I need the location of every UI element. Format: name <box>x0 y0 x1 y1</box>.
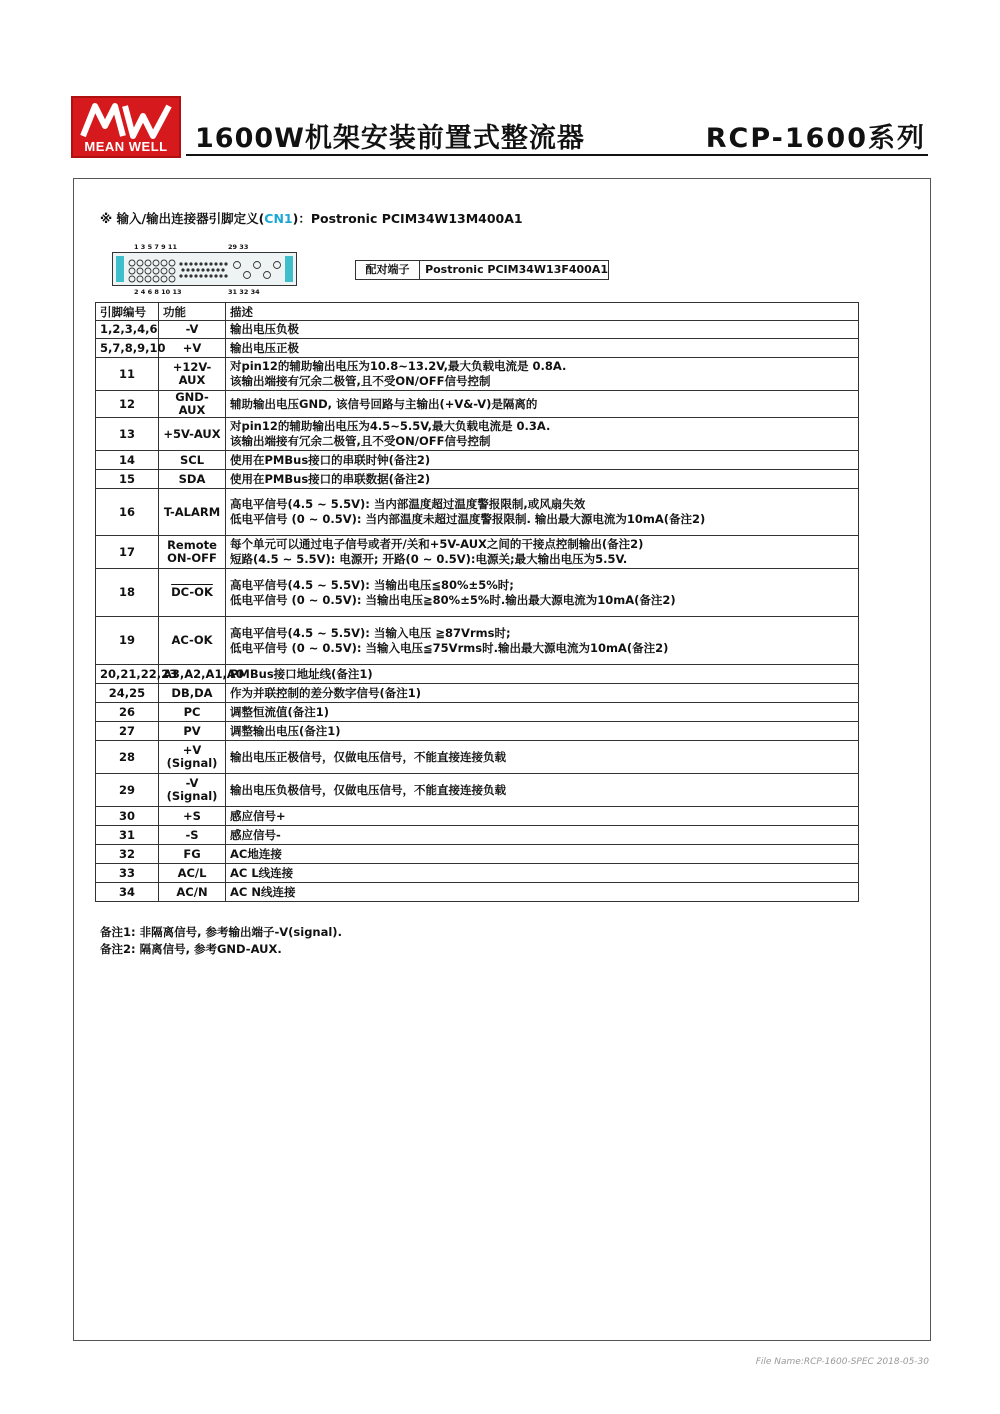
pin-cell: 24,25 <box>96 684 159 703</box>
function-cell: AC/L <box>159 864 226 883</box>
pin-cell: 33 <box>96 864 159 883</box>
table-row <box>96 339 859 358</box>
mating-connector-value: Postronic PCIM34W13F400A1 <box>425 263 608 276</box>
description-cell: 高电平信号(4.5 ~ 5.5V): 当输出电压≦80%±5%时; 低电平信号 (0 ~ 0.5V): 当输出电压≧80%±5%时.输出最大源电流为10mA(备注2) <box>226 569 859 617</box>
function-cell: -V <box>159 321 226 339</box>
pin-cell: 5,7,8,9,10 <box>96 339 159 358</box>
section-heading-prefix: ※ 输入/输出连接器引脚定义( <box>100 211 265 226</box>
table-row <box>96 722 859 741</box>
pin-cell: 29 <box>96 774 159 807</box>
description-cell: 感应信号+ <box>226 807 859 826</box>
function-cell: DB,DA <box>159 684 226 703</box>
function-cell: +5V-AUX <box>159 418 226 451</box>
notes <box>100 924 342 958</box>
section-heading-suffix: )：Postronic PCIM34W13M400A1 <box>292 211 523 226</box>
description-cell: AC L线连接 <box>226 864 859 883</box>
description-cell: 每个单元可以通过电子信号或者开/关和+5V-AUX之间的干接点控制输出(备注2) 短路(4.5 ~ 5.5V): 电源开; 开路(0 ~ 0.5V):电源关;最大输出电压为5.5V. <box>226 536 859 569</box>
pin-cell: 11 <box>96 358 159 391</box>
pin-cell: 20,21,22,23 <box>96 665 159 684</box>
function-cell: AC/N <box>159 883 226 902</box>
table-row <box>96 470 859 489</box>
description-cell: AC地连接 <box>226 845 859 864</box>
function-cell: DC-OK <box>159 569 226 617</box>
description-cell: 使用在PMBus接口的串联数据(备注2) <box>226 470 859 489</box>
function-cell: Remote ON-OFF <box>159 536 226 569</box>
pin-cell: 34 <box>96 883 159 902</box>
table-row <box>96 358 859 391</box>
connector-diagram <box>112 252 297 286</box>
pin-cell: 27 <box>96 722 159 741</box>
connector-pins-icon <box>113 253 298 287</box>
connector-bottom-pin-labels-left: 2 4 6 8 10 13 <box>134 288 182 296</box>
description-cell: 输出电压正极 <box>226 339 859 358</box>
header-pin: 引脚编号 <box>96 303 159 321</box>
function-cell: SDA <box>159 470 226 489</box>
table-row <box>96 774 859 807</box>
table-row <box>96 864 859 883</box>
cn1-label: CN1 <box>264 211 293 226</box>
table-row <box>96 741 859 774</box>
description-cell: 调整恒流值(备注1) <box>226 703 859 722</box>
pin-cell: 14 <box>96 451 159 470</box>
function-cell: +S <box>159 807 226 826</box>
description-cell: 辅助输出电压GND, 该信号回路与主输出(+V&-V)是隔离的 <box>226 391 859 418</box>
pin-cell: 26 <box>96 703 159 722</box>
function-cell: -S <box>159 826 226 845</box>
function-cell: SCL <box>159 451 226 470</box>
pin-table-body <box>96 321 859 902</box>
pin-cell: 17 <box>96 536 159 569</box>
table-row <box>96 807 859 826</box>
description-cell: 调整输出电压(备注1) <box>226 722 859 741</box>
pin-cell: 16 <box>96 489 159 536</box>
logo-brand-text: MEAN WELL <box>84 139 168 154</box>
connector-bottom-pin-labels-right: 31 32 34 <box>228 288 260 296</box>
pin-cell: 12 <box>96 391 159 418</box>
pin-cell: 18 <box>96 569 159 617</box>
function-cell: GND-AUX <box>159 391 226 418</box>
table-row <box>96 703 859 722</box>
header-rule <box>186 154 928 156</box>
description-cell: 感应信号- <box>226 826 859 845</box>
description-cell: AC N线连接 <box>226 883 859 902</box>
description-cell: 输出电压负极 <box>226 321 859 339</box>
function-cell: PC <box>159 703 226 722</box>
description-cell: 输出电压正极信号，仅做电压信号，不能直接连接负载 <box>226 741 859 774</box>
function-cell: AC-OK <box>159 617 226 665</box>
mw-logo-mark-icon <box>79 100 175 140</box>
mating-connector-box <box>355 260 609 280</box>
description-cell: 对pin12的辅助输出电压为10.8~13.2V,最大负载电流是 0.8A. 该输出端接有冗余二极管,且不受ON/OFF信号控制 <box>226 358 859 391</box>
function-cell: +12V-AUX <box>159 358 226 391</box>
pin-cell: 32 <box>96 845 159 864</box>
pin-cell: 31 <box>96 826 159 845</box>
function-cell: FG <box>159 845 226 864</box>
function-cell: A3,A2,A1,A0 <box>159 665 226 684</box>
note-2: 备注2: 隔离信号, 参考GND-AUX. <box>100 942 282 956</box>
function-cell: -V (Signal) <box>159 774 226 807</box>
description-cell: 输出电压负极信号，仅做电压信号，不能直接连接负载 <box>226 774 859 807</box>
description-cell: 对pin12的辅助输出电压为4.5~5.5V,最大负载电流是 0.3A. 该输出端接有冗余二极管,且不受ON/OFF信号控制 <box>226 418 859 451</box>
series-title: RCP-1600系列 <box>705 123 926 154</box>
pin-cell: 13 <box>96 418 159 451</box>
table-header-row <box>96 303 859 321</box>
header-func: 功能 <box>159 303 226 321</box>
table-row <box>96 665 859 684</box>
table-row <box>96 391 859 418</box>
table-row <box>96 883 859 902</box>
pin-cell: 19 <box>96 617 159 665</box>
table-row <box>96 684 859 703</box>
note-1: 备注1: 非隔离信号, 参考输出端子-V(signal). <box>100 925 342 939</box>
pin-cell: 1,2,3,4,6 <box>96 321 159 339</box>
table-row <box>96 489 859 536</box>
function-cell: PV <box>159 722 226 741</box>
section-heading <box>100 209 523 227</box>
document-title: 1600W机架安装前置式整流器 <box>195 123 585 154</box>
table-row <box>96 617 859 665</box>
mating-connector-label: 配对端子 <box>356 261 420 279</box>
table-row <box>96 451 859 470</box>
description-cell: 高电平信号(4.5 ~ 5.5V): 当内部温度超过温度警报限制,或风扇失效 低电平信号 (0 ~ 0.5V): 当内部温度未超过温度警报限制. 输出最大源电流为10mA(备注2) <box>226 489 859 536</box>
connector-top-pin-labels-right: 29 33 <box>228 243 249 251</box>
footer-file-name: File Name:RCP-1600-SPEC 2018-05-30 <box>755 1357 929 1367</box>
connector-top-pin-labels-left: 1 3 5 7 9 11 <box>134 243 177 251</box>
header-desc: 描述 <box>226 303 859 321</box>
pin-cell: 15 <box>96 470 159 489</box>
table-row <box>96 845 859 864</box>
pin-definition-table <box>95 302 859 902</box>
description-cell: PMBus接口地址线(备注1) <box>226 665 859 684</box>
pin-cell: 28 <box>96 741 159 774</box>
function-cell: T-ALARM <box>159 489 226 536</box>
pin-cell: 30 <box>96 807 159 826</box>
table-row <box>96 418 859 451</box>
description-cell: 高电平信号(4.5 ~ 5.5V): 当输入电压 ≧87Vrms时; 低电平信号 (0 ~ 0.5V): 当输入电压≦75Vrms时.输出最大源电流为10mA(备注2) <box>226 617 859 665</box>
description-cell: 使用在PMBus接口的串联时钟(备注2) <box>226 451 859 470</box>
function-cell: +V (Signal) <box>159 741 226 774</box>
table-row <box>96 321 859 339</box>
mean-well-logo <box>71 96 181 158</box>
table-row <box>96 536 859 569</box>
table-row <box>96 826 859 845</box>
function-cell: +V <box>159 339 226 358</box>
table-row <box>96 569 859 617</box>
description-cell: 作为并联控制的差分数字信号(备注1) <box>226 684 859 703</box>
